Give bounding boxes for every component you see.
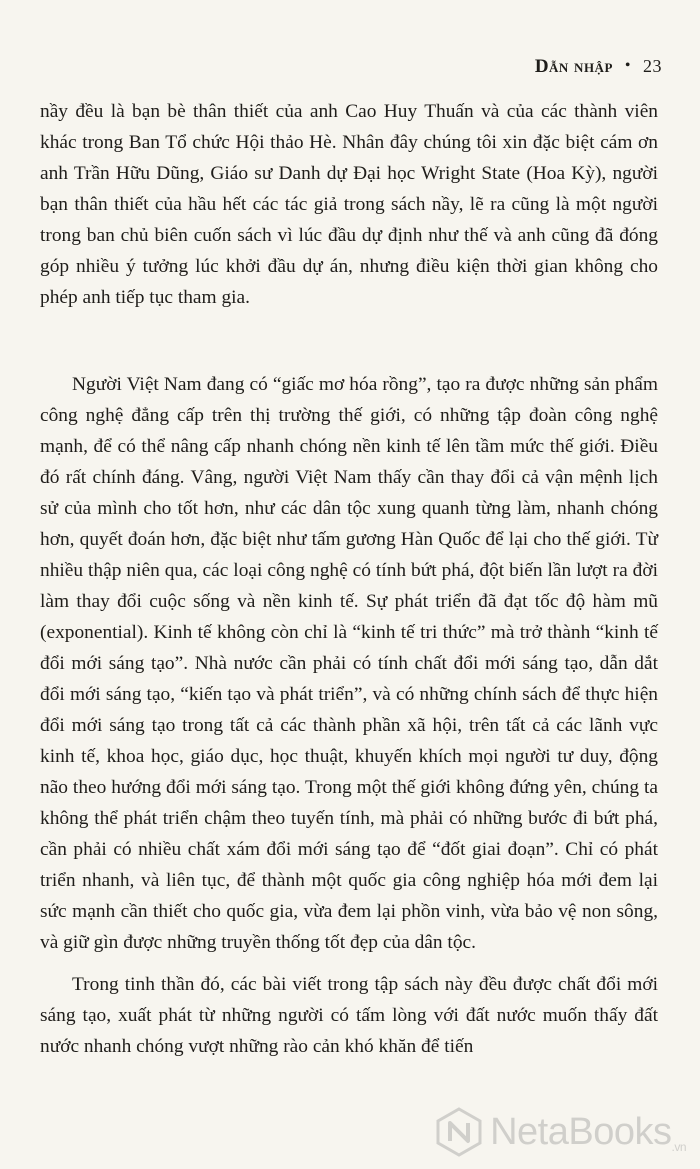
watermark	[436, 1103, 686, 1161]
body-text	[40, 96, 658, 1062]
section-title: Dẫn nhập	[534, 56, 613, 77]
header-bullet: •	[624, 57, 631, 74]
paragraph-3: Trong tinh thần đó, các bài viết trong tập sách này đều được chất đổi mới sáng tạo, xuất phát từ những người có tấm lòng với đất nước muốn thấy đất nước nhanh chóng vượt những rào cản khó khăn để tiến	[40, 974, 658, 1057]
running-header	[535, 56, 662, 82]
page-number: 23	[643, 56, 662, 76]
paragraph-2: Người Việt Nam đang có “giấc mơ hóa rồng”, tạo ra được những sản phẩm công nghệ đẳng cấp trên thị trường thế giới, có những tập đoàn công nghệ mạnh, để có thể nâng cấp nhanh chóng nền kinh tế lên tầm mức thế giới. Điều đó rất chính đáng. Vâng, người Việt Nam thấy cần thay đổi cả vận mệnh lịch sử của mình cho tốt hơn, như các dân tộc xung quanh từng làm, nhanh chóng hơn, quyết đoán hơn, đặc biệt như tấm gương Hàn Quốc để lại cho thế giới. Từ nhiều thập niên qua, các loại công nghệ có tính bứt phá, đột biến lần lượt ra đời làm thay đổi cuộc sống và nền kinh tế. Sự phát triển đã đạt tốc độ hàm mũ (exponential). Kinh tế không còn chỉ là “kinh tế tri thức” mà trở thành “kinh tế đổi mới sáng tạo”. Nhà nước cần phải có tính chất đổi mới sáng tạo, dẫn dắt đổi mới sáng tạo, “kiến tạo và phát triển”, và có những chính sách để thực hiện đổi mới sáng tạo trong tất cả các thành phần xã hội, trên tất cả các lãnh vực kinh tế, khoa học, giáo dục, học thuật, khuyến khích mọi người tư duy, động não theo hướng đổi mới sáng tạo. Trong một thế giới không đứng yên, chúng ta không thể phát triển chậm theo tuyến tính, mà phải có những bước đi bứt phá, cần phải có nhiều chất xám đổi mới sáng tạo để “đốt giai đoạn”. Chỉ có phát triển nhanh, và liên tục, để thành một quốc gia công nghiệp hóa mới đem lại sức mạnh cần thiết cho quốc gia, vừa đem lại phồn vinh, vừa bảo vệ non sông, và giữ gìn được những truyền thống tốt đẹp của dân tộc.	[40, 374, 658, 953]
paragraph-1: nầy đều là bạn bè thân thiết của anh Cao Huy Thuấn và của các thành viên khác trong Ban Tổ chức Hội thảo Hè. Nhân đây chúng tôi xin đặc biệt cám ơn anh Trần Hữu Dũng, Giáo sư Danh dự Đại học Wright State (Hoa Kỳ), người bạn thân thiết của hầu hết các tác giả trong sách nầy, lẽ ra cũng là một người trong ban chủ biên cuốn sách vì lúc đầu dự định như thế và anh cũng đã đóng góp nhiều ý tưởng lúc khởi đầu dự án, nhưng điều kiện thời gian không cho phép anh tiếp tục tham gia.	[40, 101, 658, 308]
watermark-brand: NetaBooks	[490, 1110, 672, 1153]
netabooks-logo-icon	[436, 1107, 482, 1157]
watermark-text	[490, 1111, 686, 1154]
watermark-suffix: .vn	[671, 1139, 686, 1154]
